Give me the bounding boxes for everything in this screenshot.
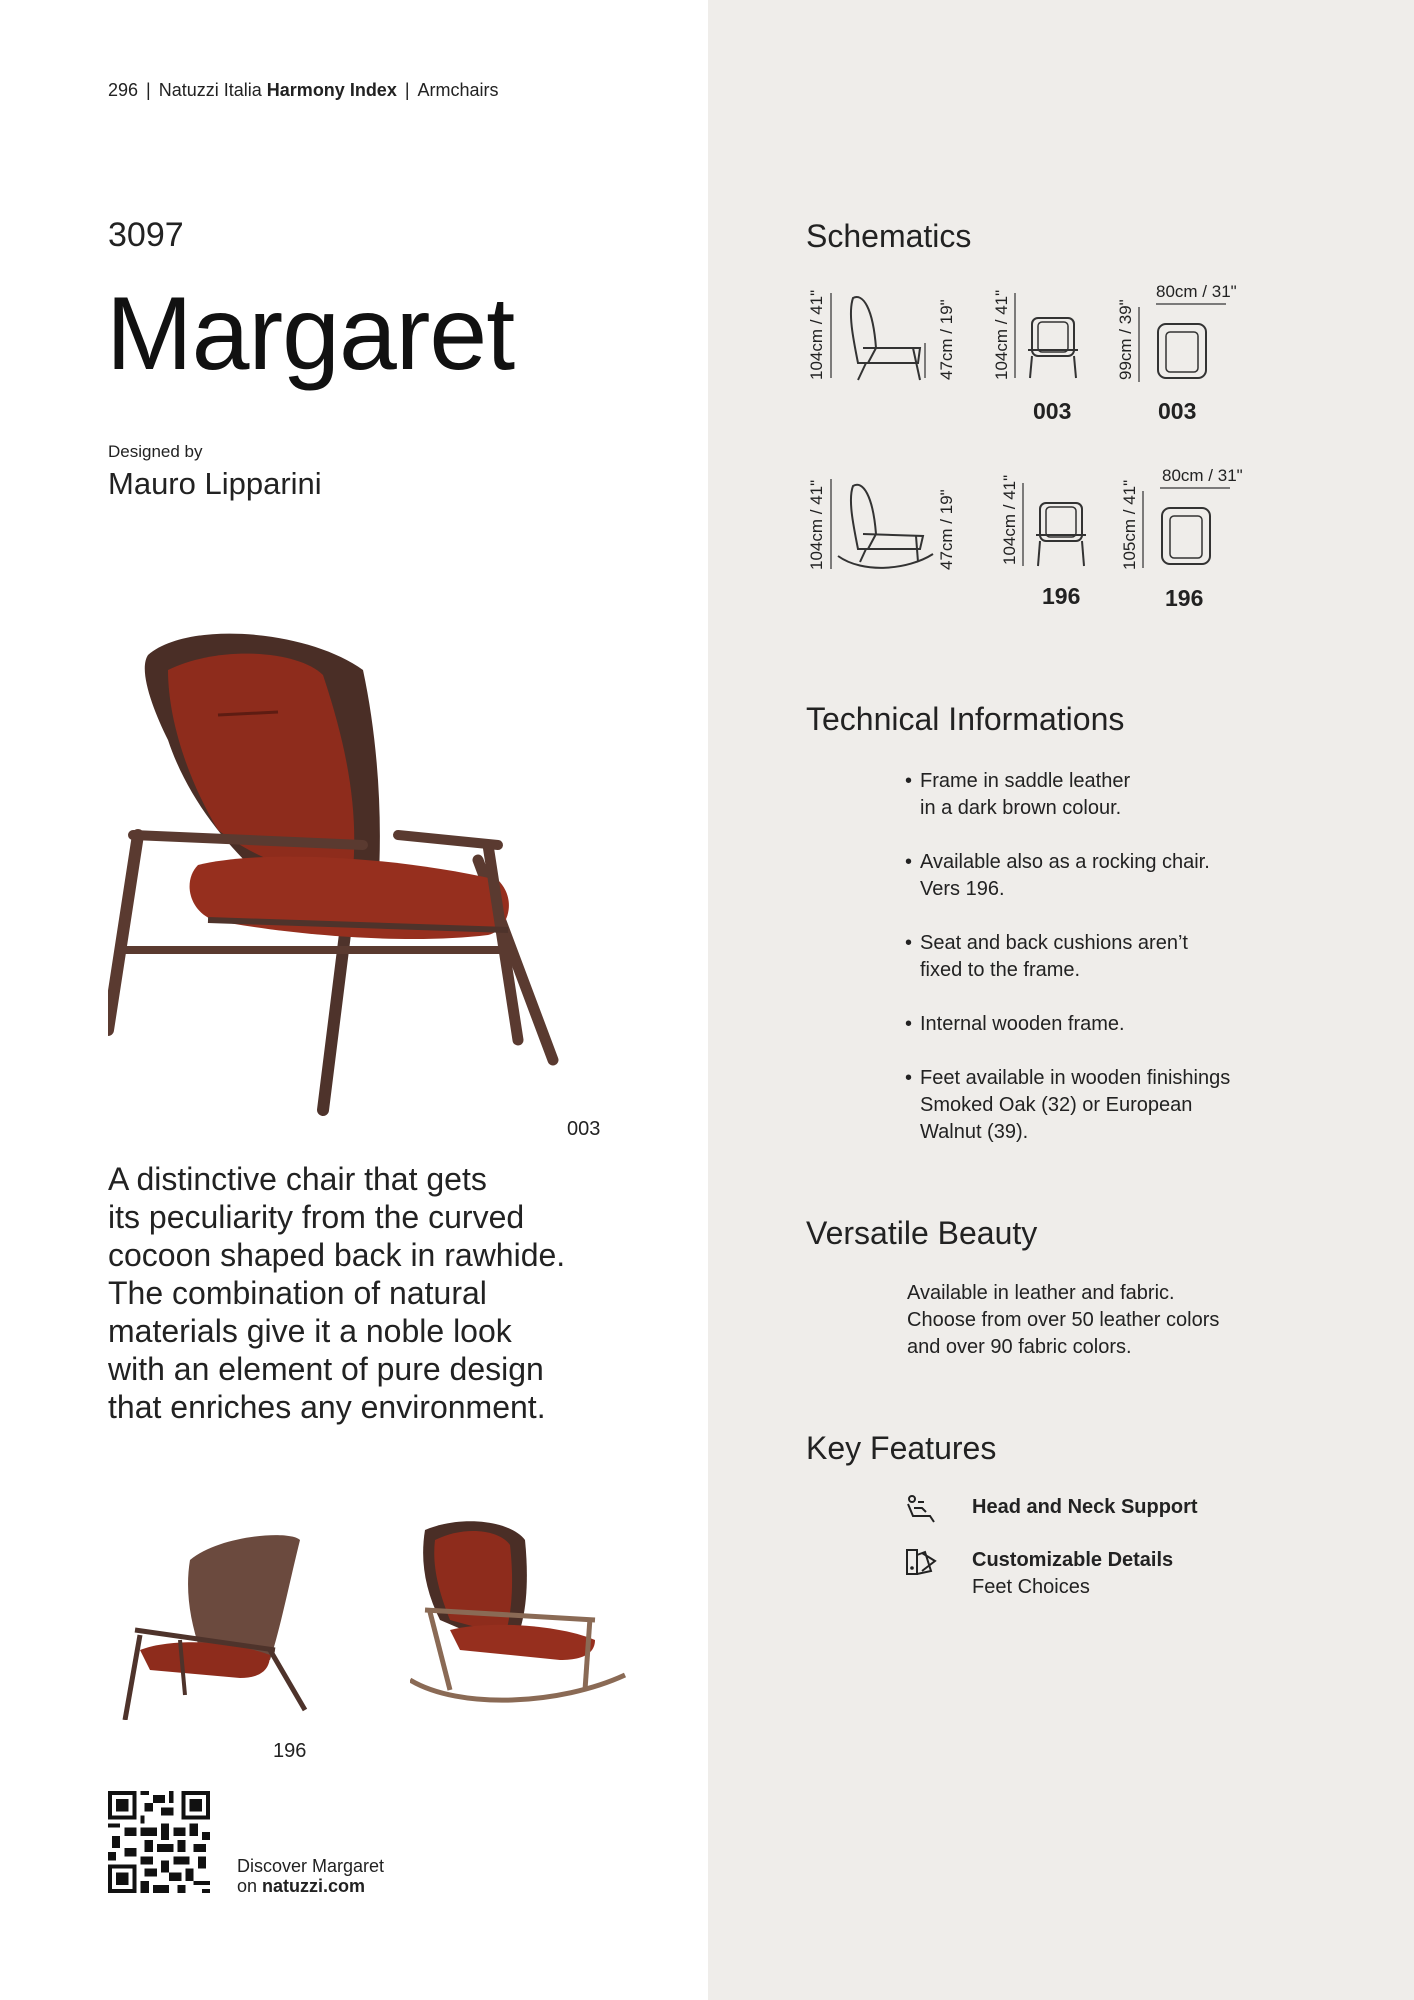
list-item: • Feet available in wooden finishings Smoked Oak (32) or European Walnut (39). [905,1065,1305,1146]
designer-name: Mauro Lipparini [108,466,322,501]
rocker-top-view-code: 196 [1165,585,1204,611]
rocker-front-height-dim: 104cm / 41" [1000,474,1019,565]
description-line: cocoon shaped back in rawhide. [108,1237,566,1273]
rocker-top-width-dim: 80cm / 31" [1162,466,1243,485]
top-view-schematic [1136,302,1236,386]
front-height-dim: 104cm / 41" [992,289,1011,380]
discover-on: on [237,1876,258,1896]
list-item: • Internal wooden frame. [905,1011,1305,1038]
front-view-schematic [1012,288,1090,384]
key-features-title: Key Features [806,1430,997,1466]
discover-caption [237,1856,384,1896]
product-code: 3097 [108,216,184,254]
side-height-dim: 104cm / 41" [807,289,826,380]
product-name: Margaret [106,276,515,392]
swatch-palette-icon [904,1547,938,1577]
top-view-code: 003 [1158,398,1197,424]
versatile-text: Available in leather and fabric. Choose from over 50 leather colors and over 90 fabric colors. [907,1282,1220,1358]
top-depth-dim: 99cm / 39" [1116,299,1135,380]
technical-list [905,768,1305,1173]
qr-code-icon[interactable] [108,1791,210,1893]
rocker-side-view-schematic [828,474,938,574]
product-description [108,1160,608,1426]
page-number: 296 [108,80,139,100]
rocker-side-height-dim: 104cm / 41" [807,479,826,570]
rocker-front-view-code: 196 [1042,583,1081,609]
description-line: with an element of pure design [108,1351,544,1387]
technical-title: Technical Informations [806,701,1125,737]
list-item: • Frame in saddle leather in a dark brown colour. [905,768,1305,822]
list-item: • Available also as a rocking chair. Vers 196. [905,849,1305,903]
variant-label-003: 003 [567,1118,601,1140]
rocker-front-view-schematic [1020,478,1098,570]
rocker-seat-height-dim: 47cm / 19" [937,489,956,570]
brand-name: Natuzzi Italia [158,80,262,100]
description-line: A distinctive chair that gets [108,1161,487,1197]
discover-line-1: Discover Margaret [237,1856,385,1876]
schematics-title: Schematics [806,218,972,254]
designed-by-label: Designed by [108,442,203,461]
armchair-main-image [108,630,618,1120]
description-line: The combination of natural [108,1275,487,1311]
description-line: its peculiarity from the curved [108,1199,525,1235]
front-view-code: 003 [1033,398,1072,424]
reclining-person-icon [904,1494,938,1524]
side-view-schematic [828,288,928,384]
top-width-dim: 80cm / 31" [1156,282,1237,301]
rocker-top-view-schematic [1140,486,1240,572]
description-line: that enriches any environment. [108,1389,546,1425]
category-name: Armchairs [417,80,499,100]
variant-label-196: 196 [273,1740,307,1762]
rocker-top-depth-dim: 105cm / 41" [1120,479,1139,570]
index-name: Harmony Index [266,80,397,100]
breadcrumb: 296 | Natuzzi Italia Harmony Index | Armchairs [108,80,499,100]
description-line: materials give it a noble look [108,1313,512,1349]
list-item: • Seat and back cushions aren’t fixed to the frame. [905,930,1305,984]
rocking-chair-image [410,1520,630,1720]
seat-height-dim: 47cm / 19" [937,299,956,380]
armchair-rear-view-image [120,1520,320,1720]
website-link[interactable]: natuzzi.com [262,1876,366,1896]
versatile-title: Versatile Beauty [806,1215,1038,1251]
